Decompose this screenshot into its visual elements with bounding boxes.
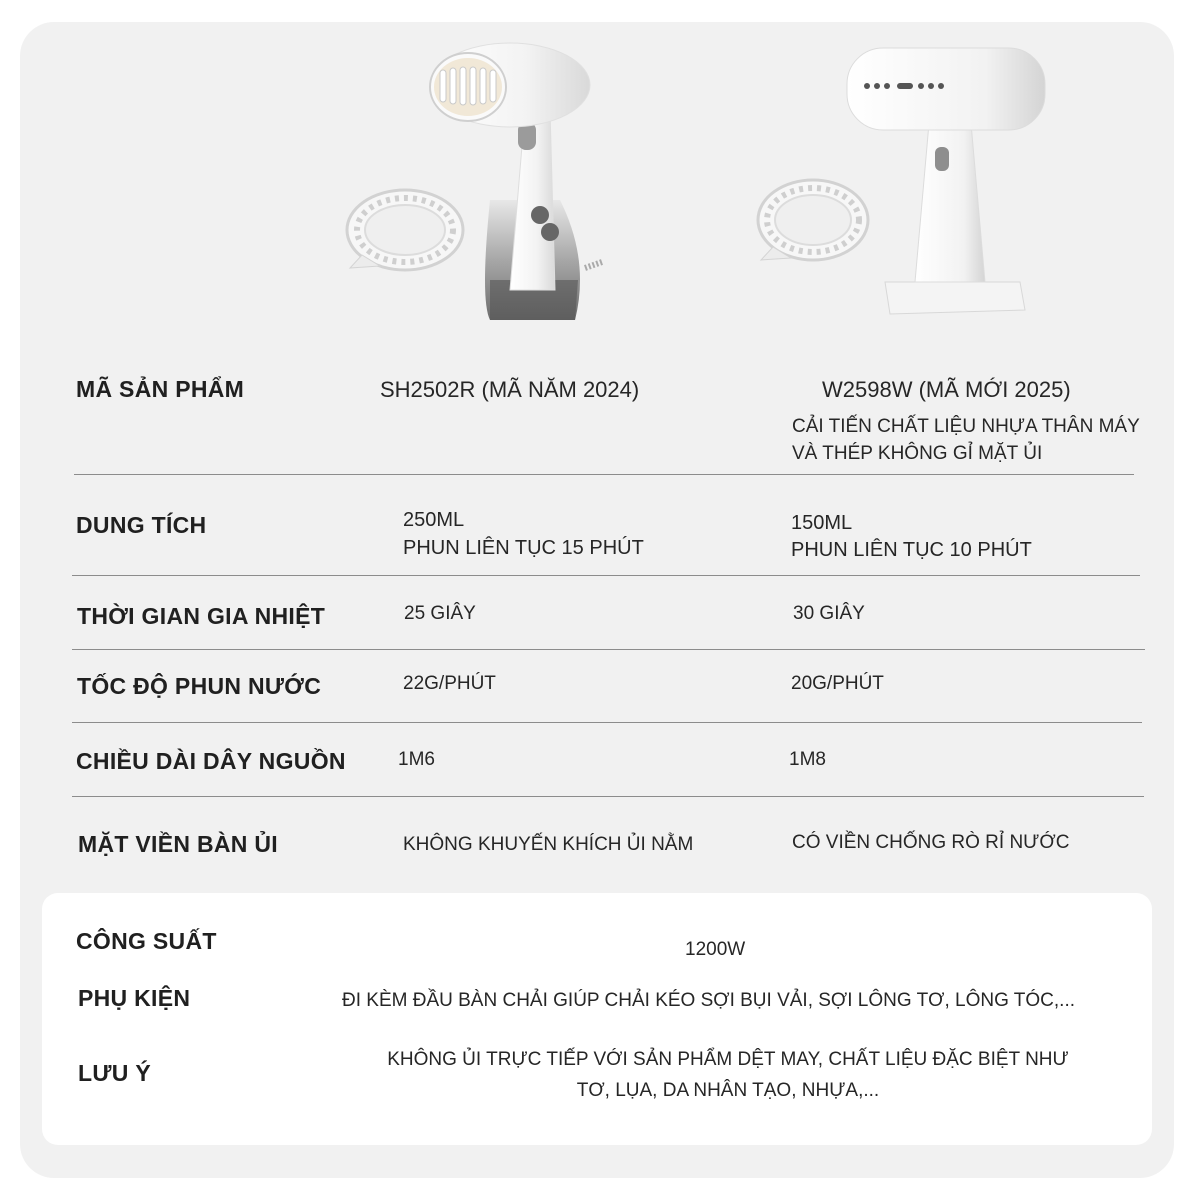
plate-right-value: CÓ VIỀN CHỐNG RÒ RỈ NƯỚC (792, 832, 1070, 853)
heating-label: THỜI GIAN GIA NHIỆT (77, 603, 326, 629)
heating-left-value: 25 GIÂY (404, 603, 476, 624)
capacity-right-value-2: PHUN LIÊN TỤC 10 PHÚT (791, 539, 1032, 561)
row-divider (72, 649, 1145, 650)
capacity-left-value-2: PHUN LIÊN TỤC 15 PHÚT (403, 537, 644, 559)
model-right-value: W2598W (MÃ MỚI 2025) (822, 377, 1071, 402)
plate-label: MẶT VIỀN BÀN ỦI (78, 831, 278, 857)
model-left-value: SH2502R (MÃ NĂM 2024) (380, 377, 640, 402)
capacity-right-value-1: 150ML (791, 512, 853, 534)
row-divider (72, 575, 1140, 576)
power-value: 1200W (685, 939, 746, 960)
brush-attachment-icon (758, 180, 868, 260)
spray-right-value: 20G/PHÚT (791, 673, 884, 694)
spray-label: TỐC ĐỘ PHUN NƯỚC (77, 673, 322, 699)
power-label: CÔNG SUẤT (76, 928, 217, 954)
accessory-label: PHỤ KIỆN (78, 985, 191, 1011)
plate-left-value: KHÔNG KHUYẾN KHÍCH ỦI NẰM (403, 834, 694, 855)
row-divider (74, 474, 1134, 475)
cord-right-value: 1M8 (789, 749, 826, 770)
model-right-note-1: CẢI TIẾN CHẤT LIỆU NHỰA THÂN MÁY (792, 416, 1140, 437)
model-label: MÃ SẢN PHẨM (76, 376, 245, 402)
accessory-value: ĐI KÈM ĐẦU BÀN CHẢI GIÚP CHẢI KÉO SỢI BỤI VẢI, SỢI LÔNG TƠ, LÔNG TÓC,... (342, 990, 1076, 1011)
spray-left-value: 22G/PHÚT (403, 673, 496, 694)
heating-right-value: 30 GIÂY (793, 603, 865, 624)
cord-left-value: 1M6 (398, 749, 435, 770)
row-divider (72, 722, 1142, 723)
cord-label: CHIỀU DÀI DÂY NGUỒN (76, 748, 346, 774)
steamer-sh2502r-image (340, 40, 640, 330)
capacity-left-value-1: 250ML (403, 509, 465, 531)
model-right-note-2: VÀ THÉP KHÔNG GỈ MẶT ỦI (792, 443, 1043, 464)
steamer-w2598w-image (755, 42, 1055, 322)
brush-attachment-icon (347, 190, 463, 270)
note-value-1: KHÔNG ỦI TRỰC TIẾP VỚI SẢN PHẨM DỆT MAY, CHẤT LIỆU ĐẶC BIỆT NHƯ (387, 1049, 1069, 1070)
capacity-label: DUNG TÍCH (76, 512, 207, 538)
note-label: LƯU Ý (78, 1060, 151, 1086)
row-divider (72, 796, 1144, 797)
note-value-2: TƠ, LỤA, DA NHÂN TẠO, NHỰA,... (576, 1080, 880, 1101)
